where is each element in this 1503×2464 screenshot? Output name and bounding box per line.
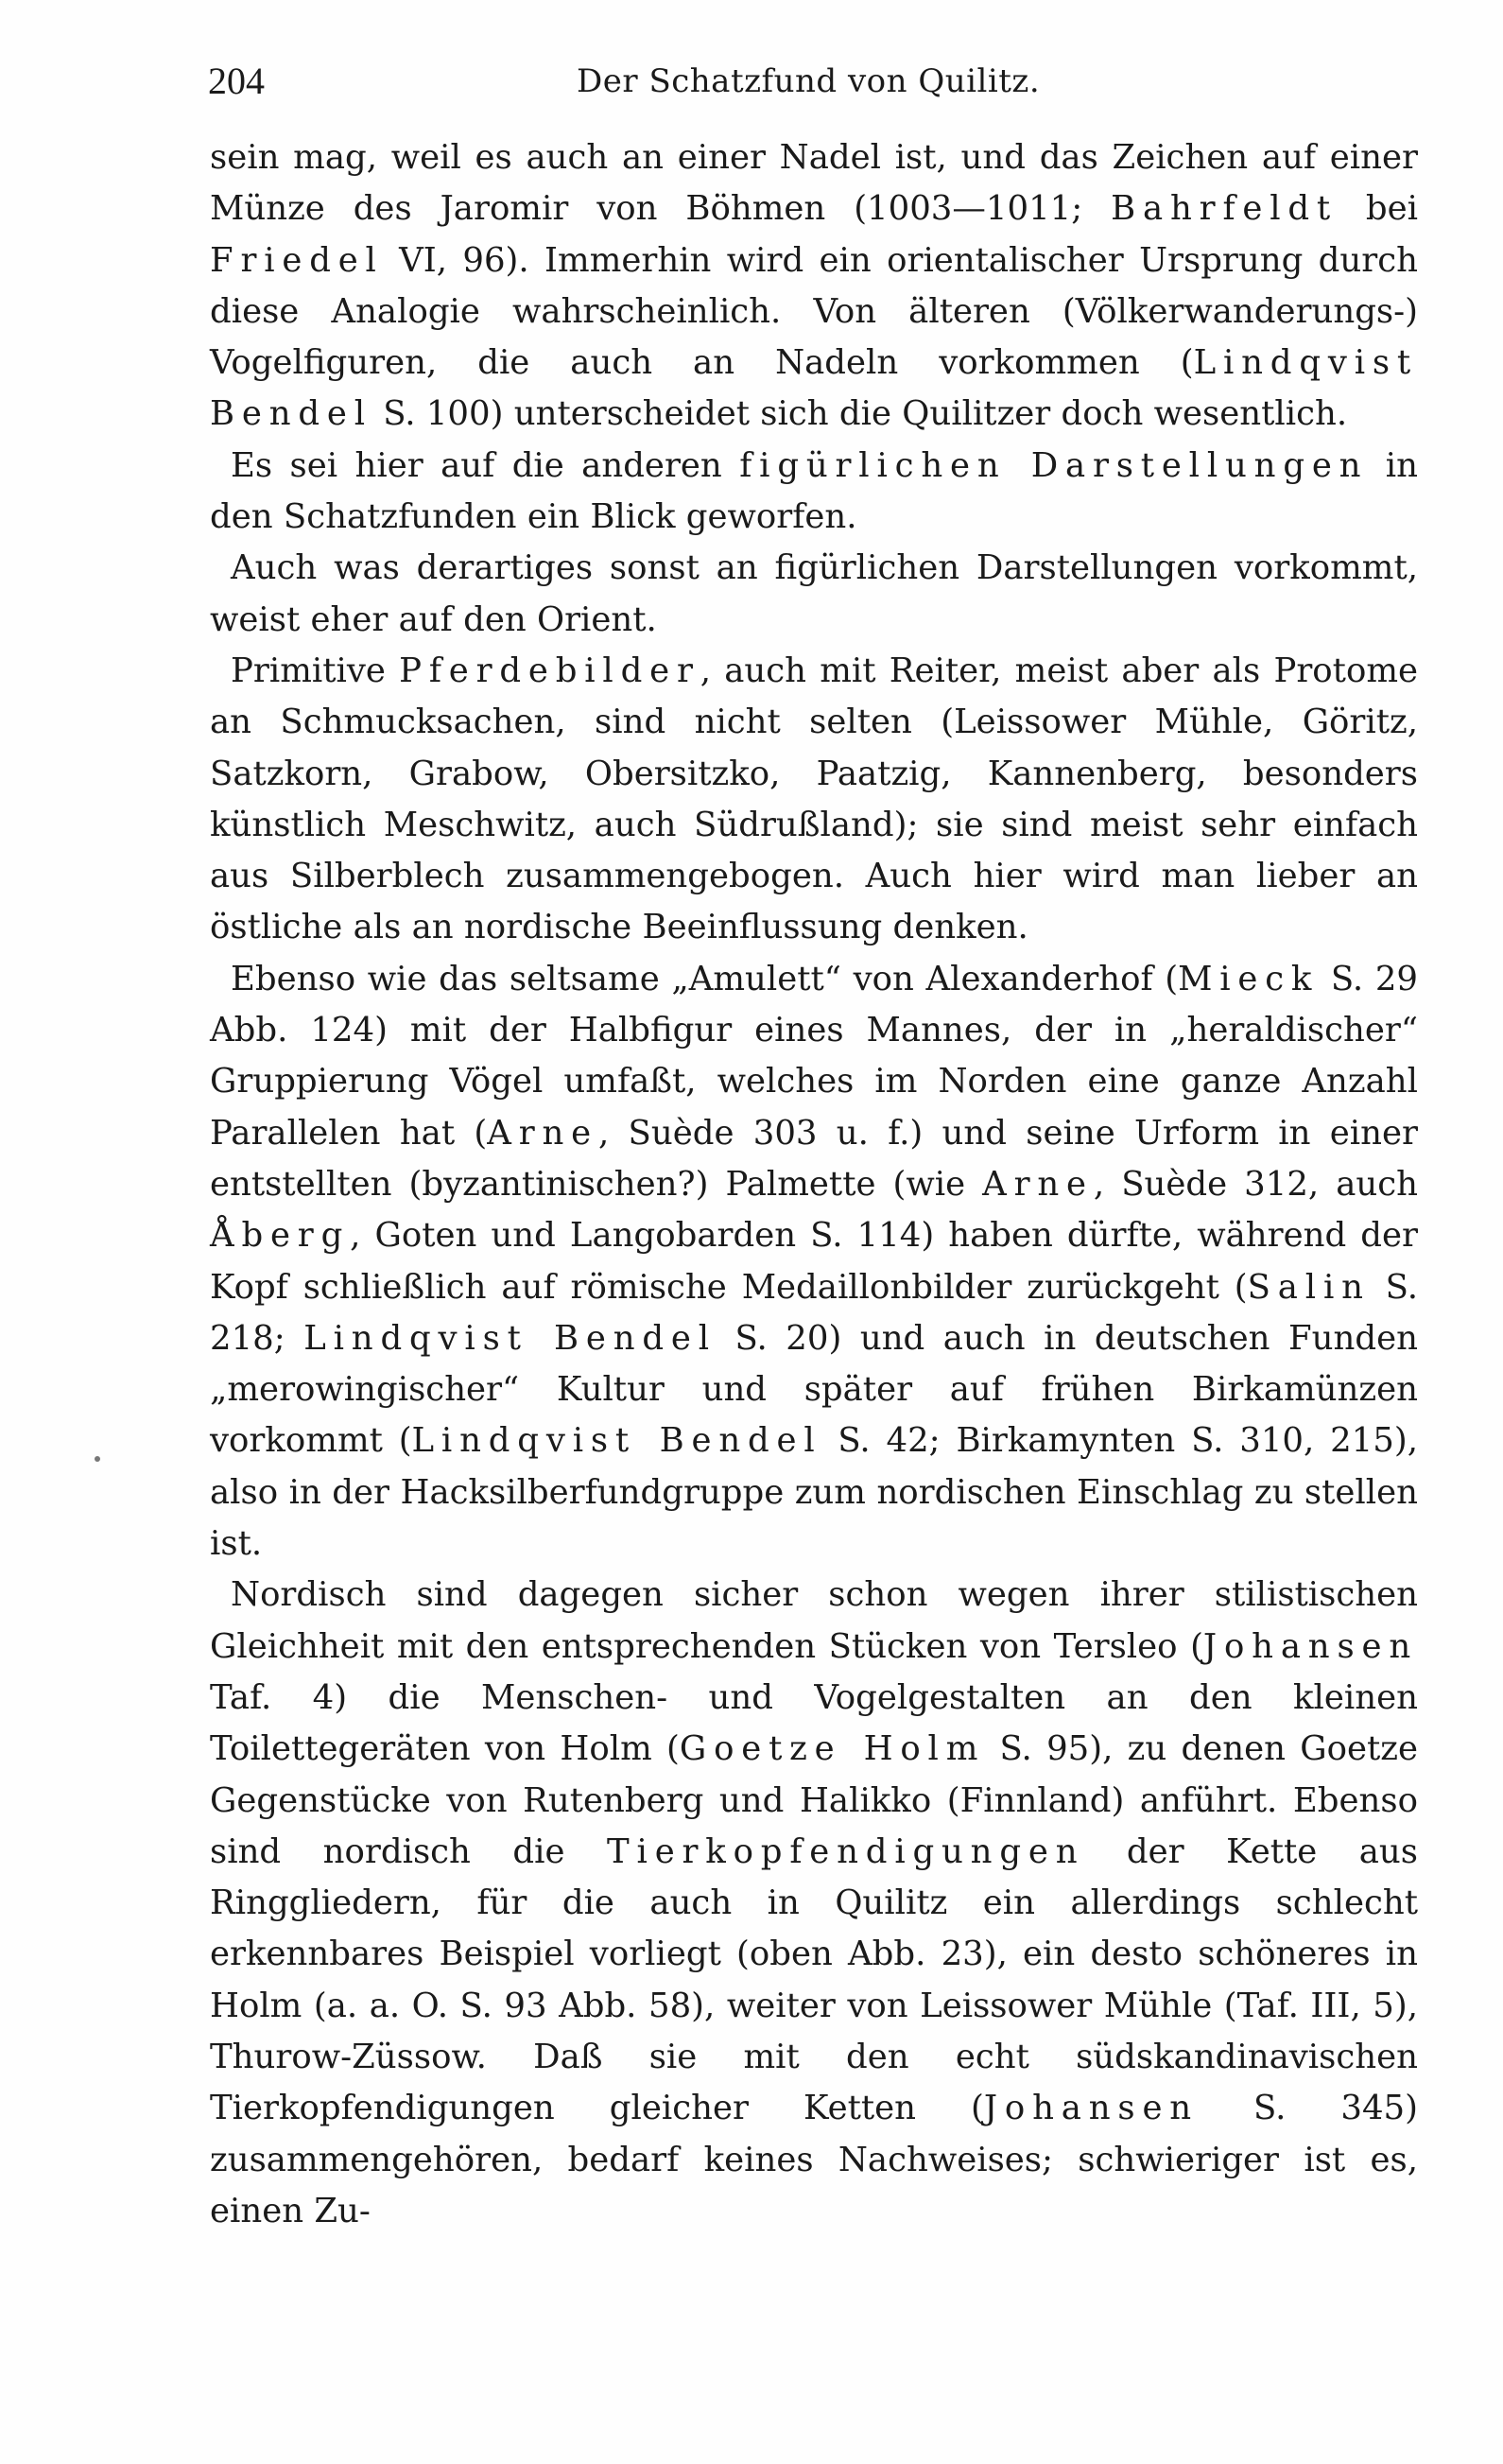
text-run: S. 218; — [210, 1267, 1419, 1358]
paragraph — [210, 132, 1418, 441]
spaced-emphasis: Pferdebilder — [399, 651, 700, 690]
text-run: Ebenso wie das seltsame „Amulett“ von Alexanderhof ( — [231, 959, 1179, 998]
page-header — [208, 59, 1418, 115]
text-run: S. 95), zu denen Goetze Gegenstücke von Rutenberg und Halikko (Finnland) anführt. Ebenso sind nordisch die — [210, 1729, 1418, 1871]
spaced-emphasis: Goetze Holm — [679, 1729, 986, 1769]
spaced-emphasis: Lindqvist Bendel — [411, 1421, 822, 1461]
running-title: Der Schatzfund von Quilitz. — [577, 62, 1041, 100]
paragraph — [210, 646, 1418, 954]
spaced-emphasis: Arne — [982, 1164, 1094, 1204]
text-run: S. 42; Birkamynten S. 310, 215), also in der Hacksilberfundgruppe zum nordischen Einschlag zu stellen ist. — [210, 1421, 1418, 1564]
spaced-emphasis: Lindqvist Bendel — [303, 1318, 717, 1358]
spaced-emphasis: Johansen — [983, 2089, 1199, 2128]
text-run: Taf. 4) die Menschen- und Vogelgestalten an den kleinen Toilettegeräten von Holm ( — [210, 1677, 1418, 1769]
text-run: Primitive — [231, 651, 400, 690]
text-run: S. 29 Abb. 124) mit der Halbfigur eines Mannes, der in „heraldischer“ Gruppierung Vögel umfaßt, welches im Norden eine ganze Anzahl Parallelen hat ( — [210, 959, 1418, 1153]
text-run: , auch mit Reiter, meist aber als Protome an Schmucksachen, sind nicht selten (Leissower Mühle, Göritz, Satzkorn, Grabow, Obersitzko, Paatzig, Kannenberg, besonders künstlich Meschwitz, auch Südrußland); sie sind meist sehr einfach aus Silberblech zusammengebogen. Auch hier wird man lieber an östliche als an nordische Beeinflussung denken. — [210, 651, 1418, 947]
spaced-emphasis: Åberg — [210, 1216, 351, 1256]
text-run: der Kette aus Ringgliedern, für die auch in Quilitz ein allerdings schlecht erkennbares Beispiel vorliegt (oben Abb. 23), ein desto schöneres in Holm (a. a. O. S. 93 Abb. 58), weiter von Leissower Mühle (Taf. III, 5), Thurow-Züssow. Daß sie mit den echt südskandinavischen Tierkopfendigungen gleicher Ketten ( — [210, 1831, 1418, 2128]
spaced-emphasis: figürlichen Darstellungen — [739, 445, 1369, 485]
text-run: sein mag, weil es auch an einer Nadel ist, und das Zeichen auf einer Münze des Jaromir von Böhmen (1003—1011; — [210, 138, 1418, 229]
text-run: S. 20) und auch in deutschen Funden „merowingischer“ Kultur und später auf frühen Birkamünzen vorkommt ( — [210, 1318, 1419, 1461]
paragraph — [210, 954, 1418, 1570]
spaced-emphasis: Tierkopfendigungen — [607, 1831, 1085, 1871]
paper-speck — [95, 1456, 100, 1462]
spaced-emphasis: Salin — [1247, 1267, 1371, 1307]
spaced-emphasis: Friedel — [210, 240, 384, 280]
body-text — [210, 132, 1418, 2237]
paragraph — [210, 1570, 1418, 2237]
text-run: VI, 96). Immerhin wird ein orientalischer Ursprung durch diese Analogie wahrscheinlich. Von älteren (Völkerwanderungs-) Vogelfiguren, die auch an Nadeln vorkommen ( — [210, 240, 1418, 383]
spaced-emphasis: Lindqvist Bendel — [210, 343, 1418, 434]
text-run: S. 100) unterscheidet sich die Quilitzer doch wesentlich. — [371, 394, 1348, 434]
text-run: , Suède 312, auch — [1093, 1164, 1418, 1204]
text-run: bei — [1338, 189, 1419, 229]
page-number: 204 — [208, 60, 265, 102]
text-run: Es sei hier auf die anderen — [231, 445, 740, 485]
text-run: , Goten und Langobarden S. 114) haben dürfte, während der Kopf schließlich auf römische Medaillonbilder zurückgeht ( — [210, 1216, 1418, 1307]
spaced-emphasis: Johansen — [1202, 1626, 1418, 1666]
text-run: , Suède 303 u. f.) und seine Urform in einer entstellten (byzantinischen?) Palmette (wie — [210, 1113, 1419, 1204]
spaced-emphasis: Arne — [487, 1113, 598, 1153]
text-run: Nordisch sind dagegen sicher schon wegen ihrer stilistischen Gleichheit mit den entsprechenden Stücken von Tersleo ( — [210, 1575, 1418, 1666]
paragraph — [210, 543, 1418, 646]
spaced-emphasis: Mieck — [1178, 959, 1320, 998]
text-run: Auch was derartiges sonst an figürlichen Darstellungen vorkommt, weist eher auf den Orient. — [210, 548, 1418, 639]
paragraph — [210, 441, 1418, 544]
spaced-emphasis: Bahrfeldt — [1111, 189, 1338, 229]
text-run: S. 345) zusammengehören, bedarf keines Nachweises; schwieriger ist es, einen Zu- — [210, 2089, 1418, 2230]
text-run: in den Schatzfunden ein Blick geworfen. — [210, 445, 1418, 537]
